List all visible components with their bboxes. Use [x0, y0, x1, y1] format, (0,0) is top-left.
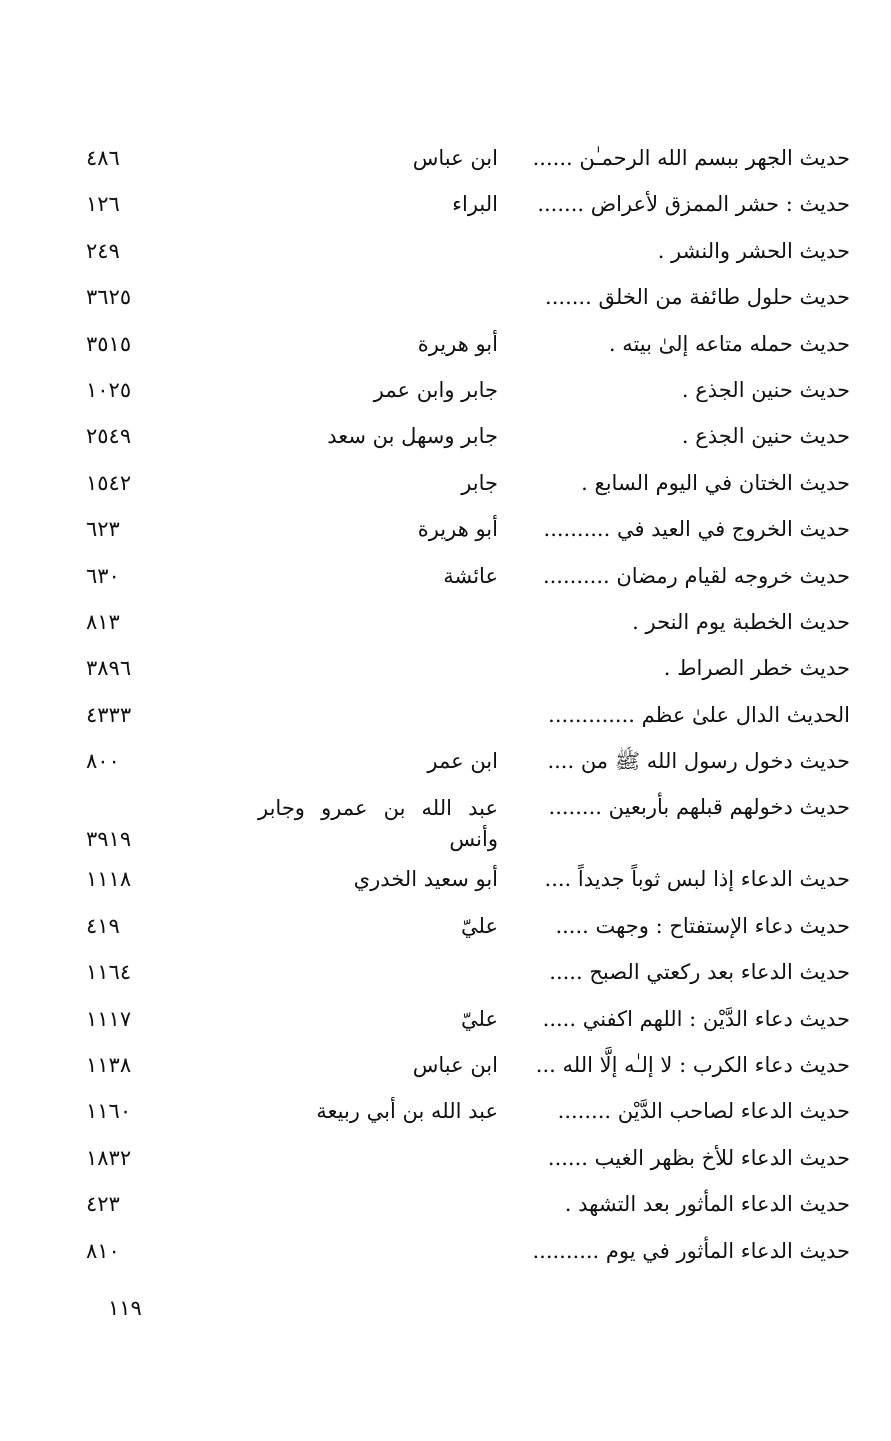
entry-reference-number: ٣٦٢٥ [86, 285, 132, 310]
entry-title: حديث حلول طائفة من الخلق ....... [545, 285, 850, 310]
entry-narrator: البراء [452, 192, 498, 217]
entry-narrator: عائشة [443, 563, 498, 588]
entry-narrator: جابر وابن عمر [373, 377, 498, 402]
index-entry [60, 1229, 850, 1275]
entry-title: حديث الحشر والنشر . [657, 238, 850, 263]
entry-reference-number: ٨١٣ [86, 609, 120, 634]
entry-title: حديث الدعاء إذا لبس ثوباً جديداً .... [544, 867, 850, 892]
entry-narrator: جابر [461, 470, 498, 495]
index-entry [60, 461, 850, 507]
entry-narrator: ابن عباس [412, 1053, 498, 1078]
index-entry [60, 507, 850, 553]
entry-reference-number: ٢٥٤٩ [86, 424, 132, 449]
entry-title: حديث الخروج في العيد في .......... [543, 517, 850, 542]
entry-narrator: أبو هريرة [417, 331, 498, 356]
entry-title: حديث دخولهم قبلهم بأربعين ........ [548, 795, 850, 820]
entry-title: حديث دعاء الكرب : لا إلـٰه إلَّا الله ... [535, 1053, 850, 1078]
index-entry [60, 1136, 850, 1182]
index-entry [60, 739, 850, 785]
index-entry [60, 414, 850, 460]
entry-title: حديث الجهر ببسم الله الرحمـٰن ...... [532, 146, 850, 170]
entry-reference-number: ١٠٢٥ [86, 377, 132, 402]
index-entry [60, 322, 850, 368]
entry-reference-number: ١٨٣٢ [86, 1145, 132, 1170]
entry-narrator: أبو هريرة [417, 517, 498, 542]
entry-reference-number: ٤٢٣ [86, 1192, 120, 1217]
entry-title: حديث الدعاء بعد ركعتي الصبح ..... [549, 960, 850, 985]
entry-narrator: جابر وسهل بن سعد [327, 424, 498, 449]
entry-title: حديث خروجه لقيام رمضان .......... [542, 563, 850, 588]
index-entry [60, 693, 850, 739]
index-entry [60, 785, 850, 857]
entry-title: حديث الختان في اليوم السابع . [581, 470, 850, 495]
entry-reference-number: ٣٨٩٦ [86, 656, 132, 681]
entry-title: حديث حمله متاعه إلىٰ بيته . [608, 331, 850, 356]
entry-reference-number: ٨٠٠ [86, 749, 120, 774]
entry-reference-number: ٣٥١٥ [86, 331, 132, 356]
index-entry [60, 1182, 850, 1228]
index-entry [60, 229, 850, 275]
entry-title: حديث دخول رسول الله ﷺ من .... [547, 749, 850, 774]
entry-narrator: عبد الله بن أبي ربيعة [316, 1099, 498, 1124]
entry-title: حديث حنين الجذع . [681, 377, 850, 402]
entry-reference-number: ١١٦٤ [86, 960, 132, 985]
entry-reference-number: ٨١٠ [86, 1238, 120, 1263]
index-entry [60, 904, 850, 950]
entry-reference-number: ١١٦٠ [86, 1099, 132, 1124]
index-entry [60, 600, 850, 646]
entry-narrator: عليّ [461, 1006, 498, 1031]
entry-title: حديث خطر الصراط . [663, 656, 850, 681]
entry-title: حديث الخطبة يوم النحر . [632, 609, 850, 634]
index-entry [60, 1043, 850, 1089]
entry-reference-number: ٦٢٣ [86, 517, 120, 542]
entry-title: حديث دعاء الإستفتاح : وجهت ..... [555, 913, 850, 938]
entry-title: حديث الدعاء المأثور بعد التشهد . [564, 1192, 850, 1217]
index-entry [60, 950, 850, 996]
hadith-index-list [60, 136, 850, 1275]
entry-title: حديث دعاء الدَّيْن : اللهم اكفني ..... [542, 1006, 850, 1031]
entry-narrator: عبد الله بن عمرو وجابر وأنس [258, 796, 498, 852]
page-number: ١١٩ [108, 1296, 142, 1320]
entry-reference-number: ٢٤٩ [86, 238, 120, 263]
index-entry [60, 368, 850, 414]
index-entry [60, 997, 850, 1043]
entry-narrator: أبو سعيد الخدري [353, 867, 498, 892]
entry-reference-number: ٤٨٦ [86, 146, 120, 170]
entry-title: الحديث الدال علىٰ عظم ............. [548, 702, 850, 727]
index-entry [60, 1089, 850, 1135]
entry-title: حديث حنين الجذع . [681, 424, 850, 449]
entry-title: حديث : حشر الممزق لأعراض ....... [537, 192, 850, 217]
entry-reference-number: ٣٩١٩ [86, 827, 132, 852]
entry-reference-number: ٤٣٣٣ [86, 702, 132, 727]
index-entry [60, 646, 850, 692]
entry-title: حديث الدعاء للأخ بظهر الغيب ...... [547, 1145, 850, 1170]
entry-reference-number: ١٢٦ [86, 192, 120, 217]
index-entry [60, 136, 850, 182]
entry-reference-number: ١٥٤٢ [86, 470, 132, 495]
entry-title: حديث الدعاء لصاحب الدَّيْن ........ [557, 1099, 850, 1124]
entry-reference-number: ١١١٨ [86, 867, 132, 892]
entry-title: حديث الدعاء المأثور في يوم .......... [532, 1238, 850, 1263]
entry-reference-number: ١١٣٨ [86, 1053, 132, 1078]
entry-reference-number: ١١١٧ [86, 1006, 132, 1031]
index-entry [60, 182, 850, 228]
entry-reference-number: ٦٣٠ [86, 563, 120, 588]
index-entry [60, 554, 850, 600]
entry-narrator: ابن عمر [427, 749, 498, 774]
entry-narrator: عليّ [461, 913, 498, 938]
index-entry [60, 275, 850, 321]
index-entry [60, 857, 850, 903]
entry-reference-number: ٤١٩ [86, 913, 120, 938]
entry-narrator: ابن عباس [412, 146, 498, 170]
